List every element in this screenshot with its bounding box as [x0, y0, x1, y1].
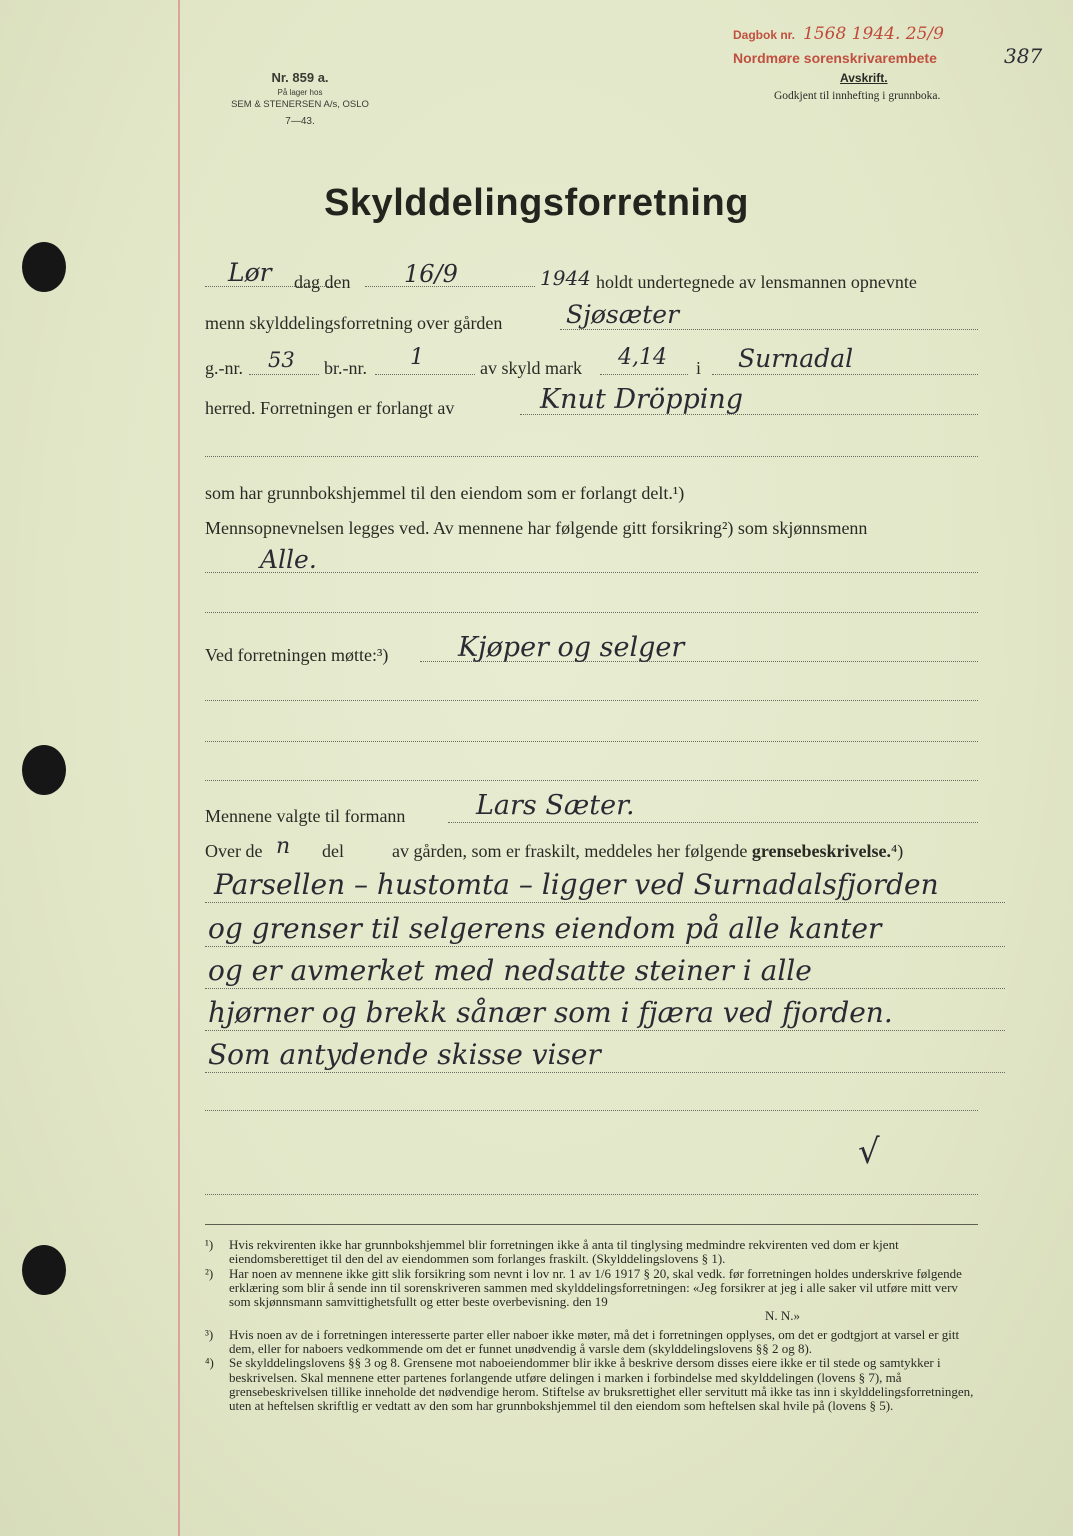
skyld-rule	[600, 374, 688, 375]
boundary-rule-1	[205, 902, 1005, 903]
signature-mark: √	[858, 1132, 880, 1172]
blank-rule-3	[205, 700, 978, 701]
i-label: i	[696, 358, 702, 378]
page-number: 387	[1004, 44, 1043, 68]
skjonnsmenn-handwritten: Alle.	[260, 545, 317, 574]
brnr-rule	[375, 374, 475, 375]
mote-label: Ved forretningen møtte:³)	[205, 645, 389, 665]
footnotes	[205, 1238, 980, 1414]
punch-hole-bottom	[22, 1245, 66, 1295]
blank-rule-1	[205, 456, 978, 457]
brnr-handwritten: 1	[410, 345, 424, 370]
boundary-line: hjørner og brekk sånær som i fjæra ved fjorden.	[208, 996, 893, 1029]
municipality-handwritten: Surnadal	[738, 344, 854, 373]
footnote	[205, 1328, 980, 1357]
blank-rule-2	[205, 612, 978, 613]
boundary-line: og grenser til selgerens eiendom på alle kanter	[208, 912, 882, 945]
footnote-number: ¹)	[205, 1237, 214, 1252]
printer-date-code: 7—43.	[285, 116, 315, 127]
formann-rule	[448, 822, 978, 823]
footnote-signature-line	[205, 1309, 980, 1323]
boundary-rule-3	[205, 988, 1005, 989]
punch-hole-middle	[22, 745, 66, 795]
over-rest: av gården, som er fraskilt, meddeles her følgende	[392, 841, 748, 861]
punch-hole-top	[22, 242, 66, 292]
over-de-label: Over de	[205, 841, 263, 861]
over-del-label: del	[322, 841, 344, 861]
requester-handwritten: Knut Dröpping	[540, 384, 744, 415]
footnote-separator	[205, 1224, 978, 1225]
gnr-handwritten: 53	[268, 348, 295, 372]
date-handwritten: 16/9	[404, 260, 458, 288]
document-title: Skylddelingsforretning	[324, 182, 749, 224]
skyld-label: av skyld mark	[480, 358, 582, 378]
over-handwritten: n	[276, 834, 291, 859]
skjonnsmenn-rule	[205, 572, 978, 573]
footnote	[205, 1238, 980, 1267]
herred-label: herred. Forretningen er forlangt av	[205, 398, 455, 418]
footnote-number: ⁴)	[205, 1355, 214, 1371]
footnote	[205, 1267, 980, 1310]
boundary-rule-5	[205, 1072, 1005, 1073]
brnr-label: br.-nr.	[324, 358, 367, 378]
printer-small-line: På lager hos	[277, 88, 323, 97]
red-margin-line	[178, 0, 180, 1536]
grunnbok-text: som har grunnbokshjemmel til den eiendom som er forlangt delt.¹)	[205, 483, 685, 503]
grense-bold: grensebeskrivelse.	[751, 841, 892, 861]
skyld-handwritten: 4,14	[618, 345, 667, 370]
dagbok-value: 1568 1944. 25/9	[803, 24, 944, 44]
farm-label: menn skylddelingsforretning over gården	[205, 313, 503, 333]
footnote-text: Har noen av mennene ikke gitt slik forsikring som nevnt i lov nr. 1 av 1/6 1917 § 20, skal vedk. før forretningen holdes underskrive følgende erklæring som blir å sende inn til sorenskriveren sammen med skylddelingsforretningen: «Jeg forsikrer at jeg i alle saker vil utføre mitt verv som skjønnsmann samvittighetsfullt og etter beste overbevisning. den 19	[229, 1265, 962, 1310]
day-handwritten: Lør	[228, 258, 272, 287]
boundary-line: Som antydende skisse viser	[208, 1038, 601, 1071]
blank-rule-6	[205, 1110, 978, 1111]
blank-rule-7	[205, 1194, 978, 1195]
menn-text: Mennsopnevnelsen legges ved. Av mennene har følgende gitt forsikring²) som skjønnsmenn	[205, 518, 868, 538]
boundary-line: Parsellen – hustomta – ligger ved Surnadalsfjorden	[214, 868, 939, 901]
footnote-number: ²)	[205, 1265, 214, 1281]
dagbok-stamp	[733, 24, 944, 44]
footnote-text: Hvis noen av de i forretningen interesserte parter eller naboer ikke møter, må det i forretningen opplyses, om det er godtgjort at varsel er gitt dem, eller for naboers vedkommende om det er funnet unødvendig å varsle dem (skylddelingslovens §§ 2 og 8).	[229, 1326, 960, 1357]
gnr-label: g.-nr.	[205, 358, 243, 378]
footnote-text: Hvis rekvirenten ikke har grunnbokshjemmel blir forretningen ikke å anta til tinglysing medmindre rekvirenten ved dom er kjent eiendomsberettiget til den del av eiendommen som forlanges fraskilt. (Skylddelingslovens § 1).	[229, 1237, 899, 1267]
gnr-rule	[249, 374, 319, 375]
approval-text: Godkjent til innhefting i grunnboka.	[774, 90, 941, 102]
printer-publisher: SEM & STENERSEN A/s, OSLO	[231, 99, 369, 110]
footnote-number: ³)	[205, 1326, 214, 1342]
formann-label: Mennene valgte til formann	[205, 806, 406, 826]
year-handwritten: 1944	[540, 266, 591, 290]
boundary-rule-2	[205, 946, 1005, 947]
mote-handwritten: Kjøper og selger	[458, 632, 685, 663]
municipality-rule	[712, 374, 978, 375]
farm-handwritten: Sjøsæter	[566, 300, 680, 329]
boundary-rule-4	[205, 1030, 1005, 1031]
line1-rest: holdt undertegnede av lensmannen opnevnte	[596, 272, 917, 292]
dag-den-label: dag den	[294, 272, 351, 292]
over-rest-text	[392, 841, 903, 862]
dagbok-label: Dagbok nr.	[733, 28, 796, 42]
grense-footnote-mark: ⁴)	[891, 841, 904, 861]
office-stamp: Nordmøre sorenskrivarembete	[733, 50, 937, 66]
boundary-line: og er avmerket med nedsatte steiner i alle	[208, 954, 812, 987]
footnote-text: N. N.»	[765, 1308, 801, 1324]
form-number: Nr. 859 a.	[271, 70, 329, 85]
formann-handwritten: Lars Sæter.	[476, 790, 635, 821]
blank-rule-4	[205, 741, 978, 742]
avskrift-label: Avskrift.	[840, 71, 888, 85]
footnote	[205, 1356, 980, 1413]
farm-rule	[560, 329, 978, 330]
blank-rule-5	[205, 780, 978, 781]
footnote-text: Se skylddelingslovens §§ 3 og 8. Grensene mot naboeiendommer blir ikke å beskrive dersom disses eiere ikke er til stede og samtykker i beskrivelsen. Skal mennene etter partenes forlangende utføre delingen i marken i forbindelse med skylddelingen (lovens § 7), må grensebeskrivelsen tillike inneholde det nødvendige herom. Stiftelse av bruksrettighet eller servitutt må ikke tas inn i skylddelingsforretningen, uten at heftelsen skriftlig er vedtatt av den som har grunnbokshjemmel til den eiendom som heftelsen skal hvile på (lovens § 5).	[229, 1355, 974, 1414]
